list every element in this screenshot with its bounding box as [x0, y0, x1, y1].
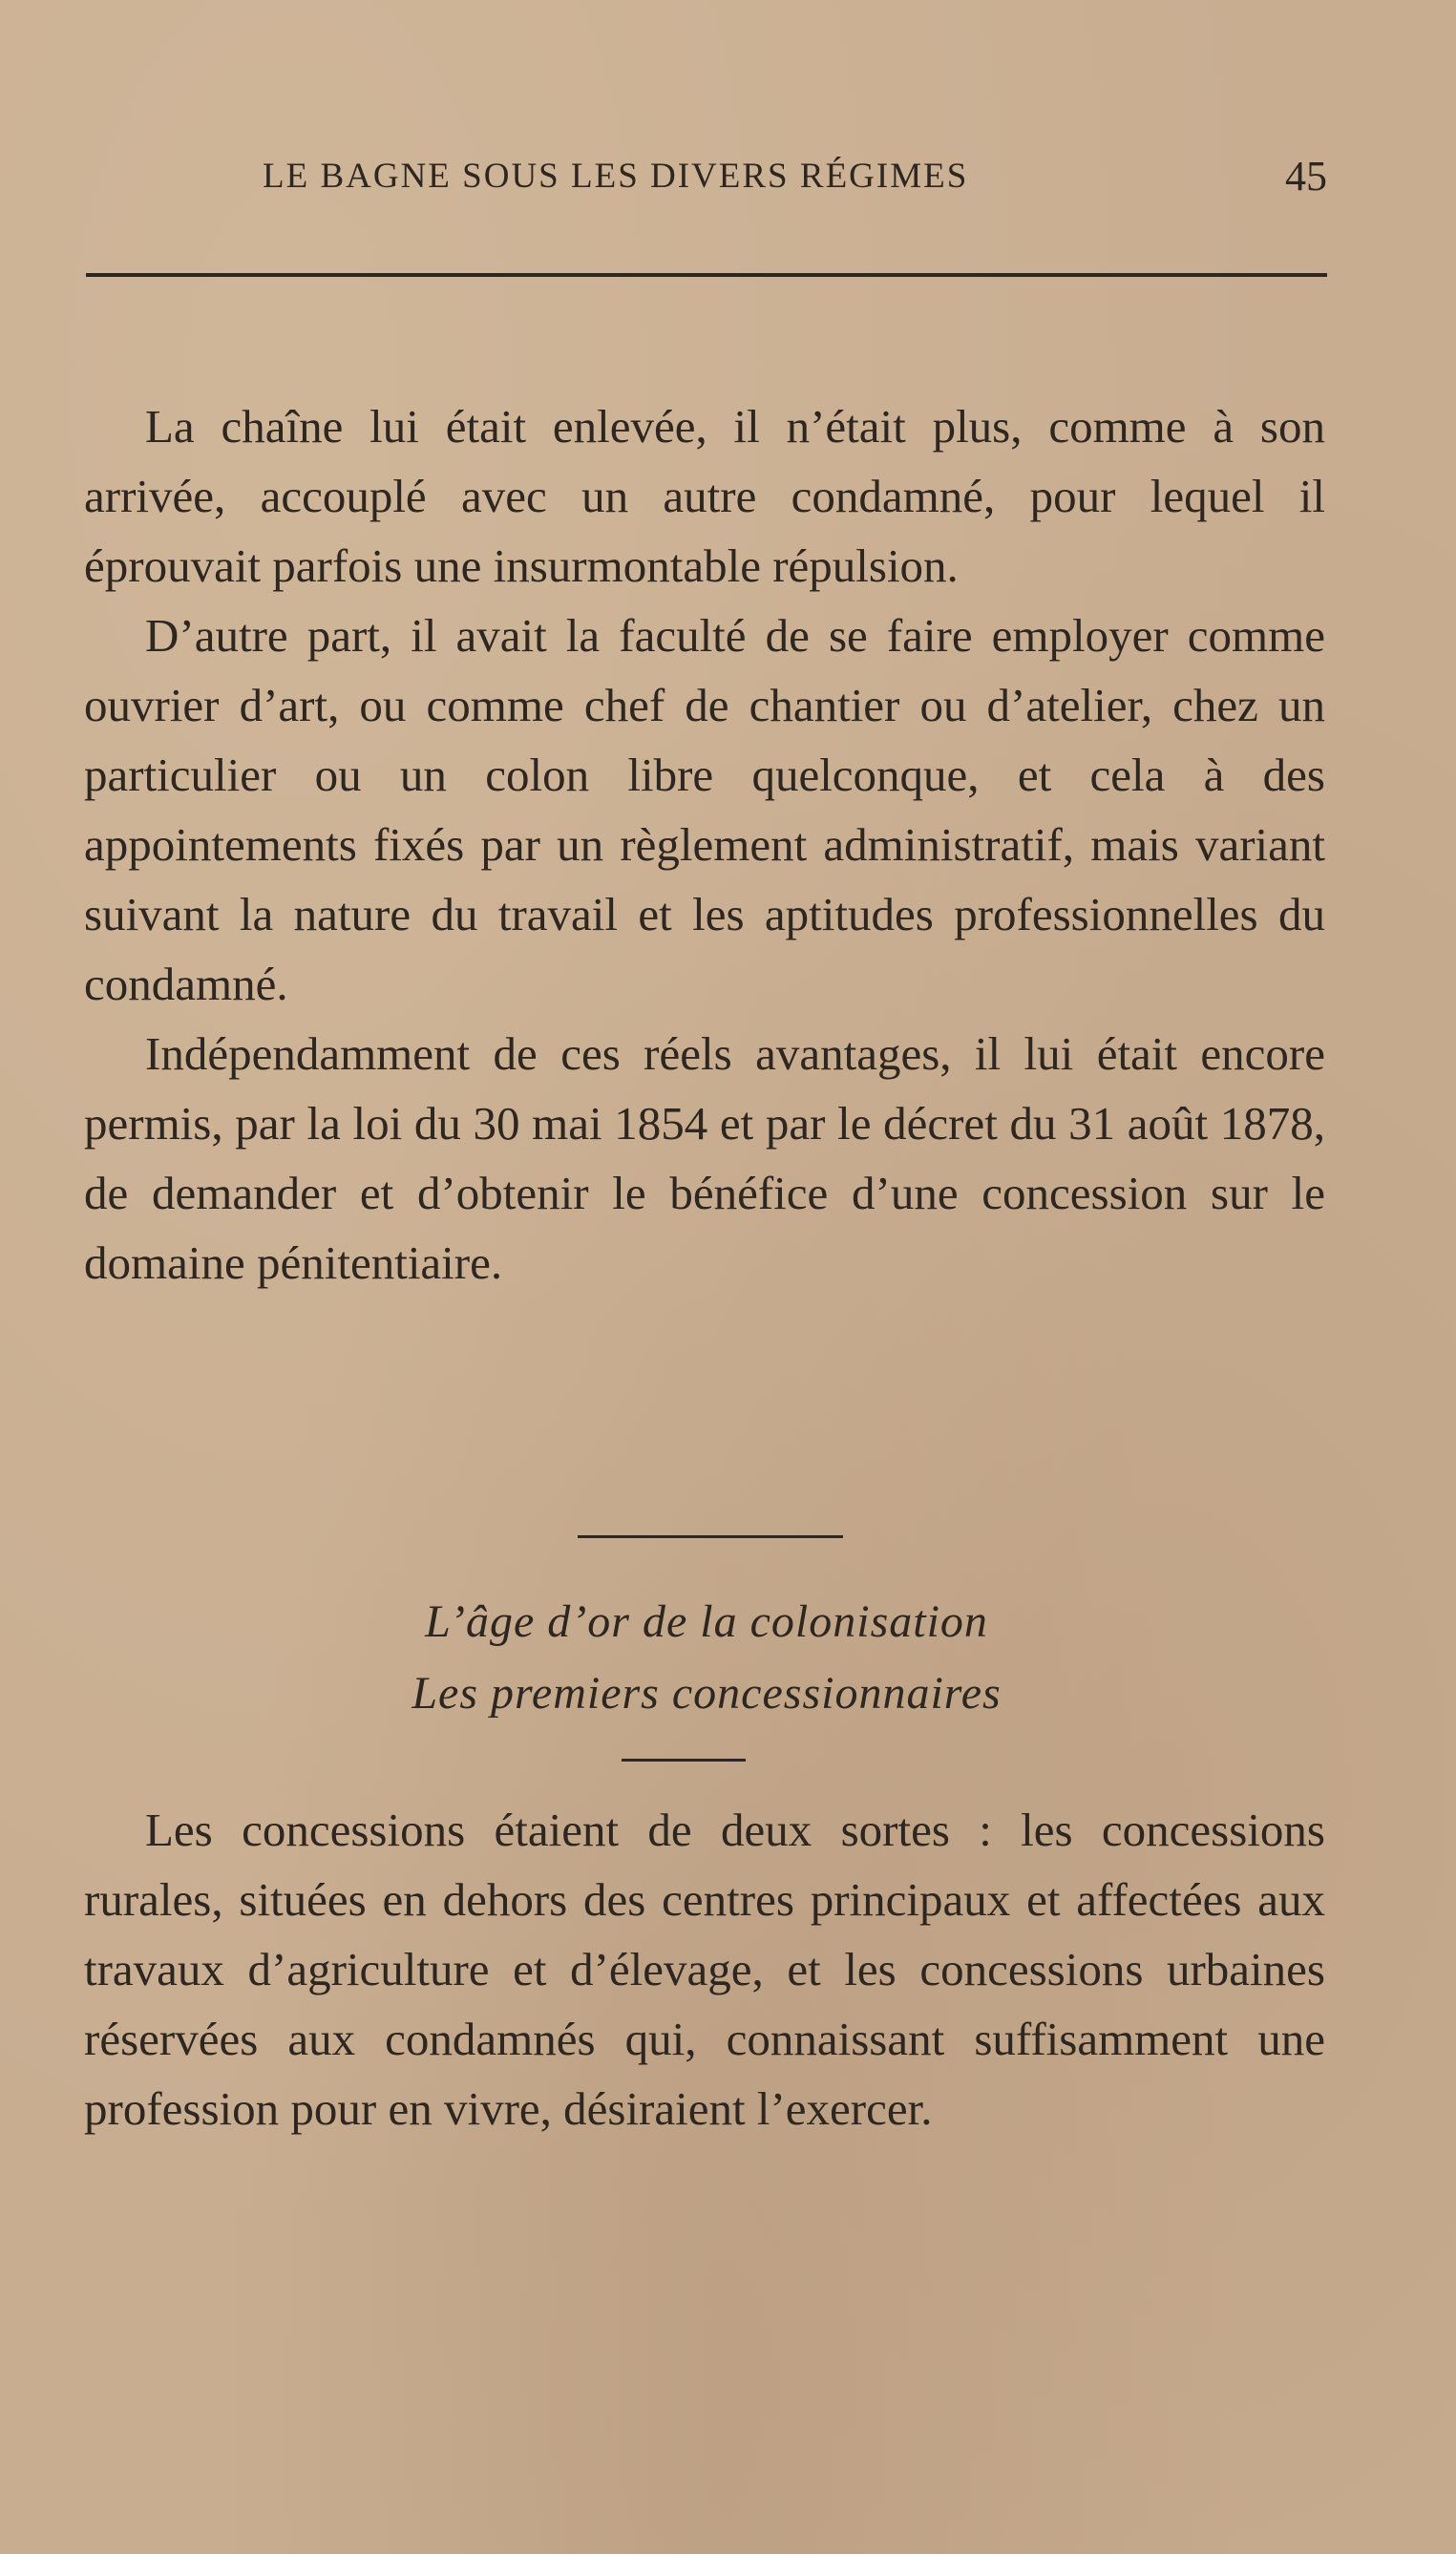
- body-text-bottom: [84, 1795, 1325, 2143]
- paragraph-chain-removed: La chaîne lui était enlevée, il n’était plus, comme à son arrivée, accouplé avec un autre condamné, pour lequel il éprouvait parfois une insurmontable répulsion.: [84, 400, 1325, 592]
- paragraph-concession-types: Les concessions étaient de deux sortes : les concessions rurales, situées en dehors des centres principaux et affectées aux travaux d’agriculture et d’élevage, et les concessions urbaines réservées aux condamnés qui, connaissant suffisamment une profession pour en vivre, désiraient l’exercer.: [84, 1804, 1325, 2135]
- section-heading-line-1: L’âge d’or de la colonisation: [425, 1596, 988, 1647]
- paragraph-employment: D’autre part, il avait la faculté de se faire employer comme ouvrier d’art, ou comme chef de chantier ou d’atelier, chez un particulier ou un colon libre quelconque, et cela à des appointements fixés par un règlement administratif, mais variant suivant la nature du travail et les aptitudes professionnelles du condamné.: [84, 609, 1325, 1010]
- running-head: [86, 148, 1327, 205]
- body-text-top: [84, 391, 1325, 1298]
- page-number: 45: [1285, 153, 1327, 200]
- running-title: LE BAGNE SOUS LES DIVERS RÉGIMES: [263, 157, 969, 196]
- section-rule-bottom: [622, 1759, 746, 1762]
- section-rule-top: [578, 1535, 843, 1538]
- section-heading-line-2: Les premiers concessionnaires: [411, 1668, 1002, 1719]
- paragraph-concession-right: Indépendamment de ces réels avantages, il lui était encore permis, par la loi du 30 mai 1854 et par le décret du 31 août 1878, de demander et d’obtenir le bénéfice d’une concession sur le domaine pénitentiaire.: [84, 1027, 1325, 1289]
- header-rule: [86, 273, 1327, 277]
